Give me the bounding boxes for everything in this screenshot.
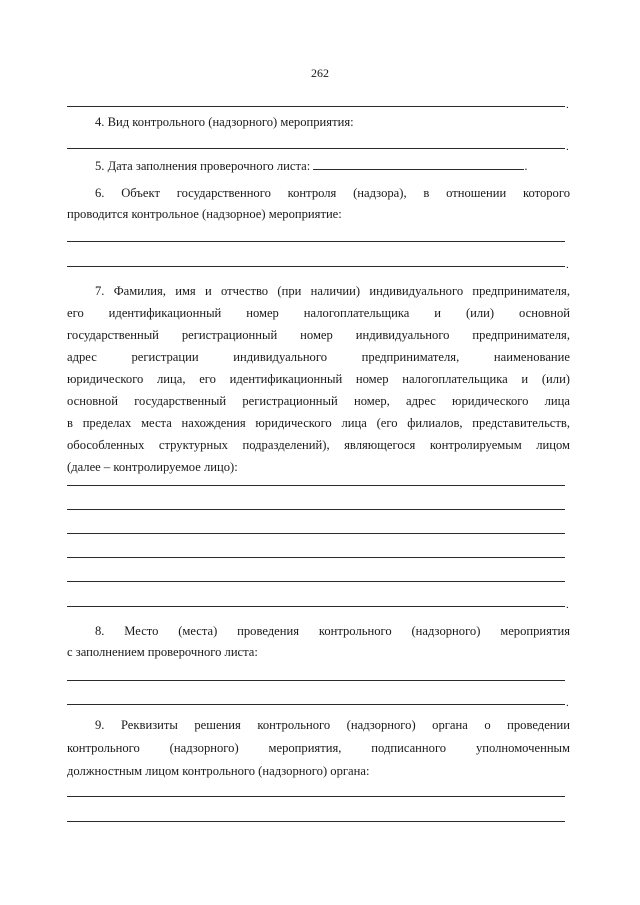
item-6-line-2: проводится контрольное (надзорное) мероприятие: (67, 207, 342, 221)
item-9-line-2: контрольного (надзорного) мероприятия, подписанного уполномоченным (67, 741, 570, 755)
blank-line (67, 557, 565, 558)
blank-line (67, 148, 565, 149)
line-end-mark: . (566, 259, 569, 271)
line-end-mark: . (566, 99, 569, 111)
item-7-line-9: (далее – контролируемое лицо): (67, 460, 238, 474)
item-7-line-8: обособленных структурных подразделений), являющегося контролируемым лицом (67, 438, 570, 452)
item-5-label: 5. Дата заполнения проверочного листа: (95, 159, 311, 173)
blank-line (67, 485, 565, 486)
blank-line (67, 106, 565, 107)
blank-line (67, 606, 565, 607)
blank-line (67, 821, 565, 822)
blank-line (67, 680, 565, 681)
item-7-line-1: 7. Фамилия, имя и отчество (при наличии) индивидуального предпринимателя, (95, 284, 570, 298)
blank-line (67, 533, 565, 534)
item-9-line-3: должностным лицом контрольного (надзорного) органа: (67, 764, 370, 778)
blank-line (67, 509, 565, 510)
line-end-mark: . (566, 141, 569, 153)
blank-line (67, 581, 565, 582)
date-blank (313, 158, 524, 170)
item-8-line-1: 8. Место (места) проведения контрольного (надзорного) мероприятия (95, 624, 570, 638)
item-7-line-3: государственный регистрационный номер индивидуального предпринимателя, (67, 328, 570, 342)
item-9-line-1: 9. Реквизиты решения контрольного (надзорного) органа о проведении (95, 718, 570, 732)
item-5-row (95, 158, 570, 174)
item-8-line-2: с заполнением проверочного листа: (67, 645, 258, 659)
blank-line (67, 704, 565, 705)
blank-line (67, 796, 565, 797)
item-7-line-4: адрес регистрации индивидуального предпринимателя, наименование (67, 350, 570, 364)
line-end-mark: . (524, 159, 528, 173)
item-6-line-1: 6. Объект государственного контроля (надзора), в отношении которого (95, 186, 570, 200)
blank-line (67, 241, 565, 242)
blank-line (67, 266, 565, 267)
page-number: 262 (311, 66, 329, 80)
item-7-line-5: юридического лица, его идентификационный номер налогоплательщика и (или) (67, 372, 570, 386)
line-end-mark: . (566, 599, 569, 611)
item-7-line-7: в пределах места нахождения юридического лица (его филиалов, представительств, (67, 416, 570, 430)
item-7-line-6: основной государственный регистрационный номер, адрес юридического лица (67, 394, 570, 408)
line-end-mark: . (566, 697, 569, 709)
item-7-line-2: его идентификационный номер налогоплательщика и (или) основной (67, 306, 570, 320)
item-4-label: 4. Вид контрольного (надзорного) мероприятия: (95, 115, 354, 129)
